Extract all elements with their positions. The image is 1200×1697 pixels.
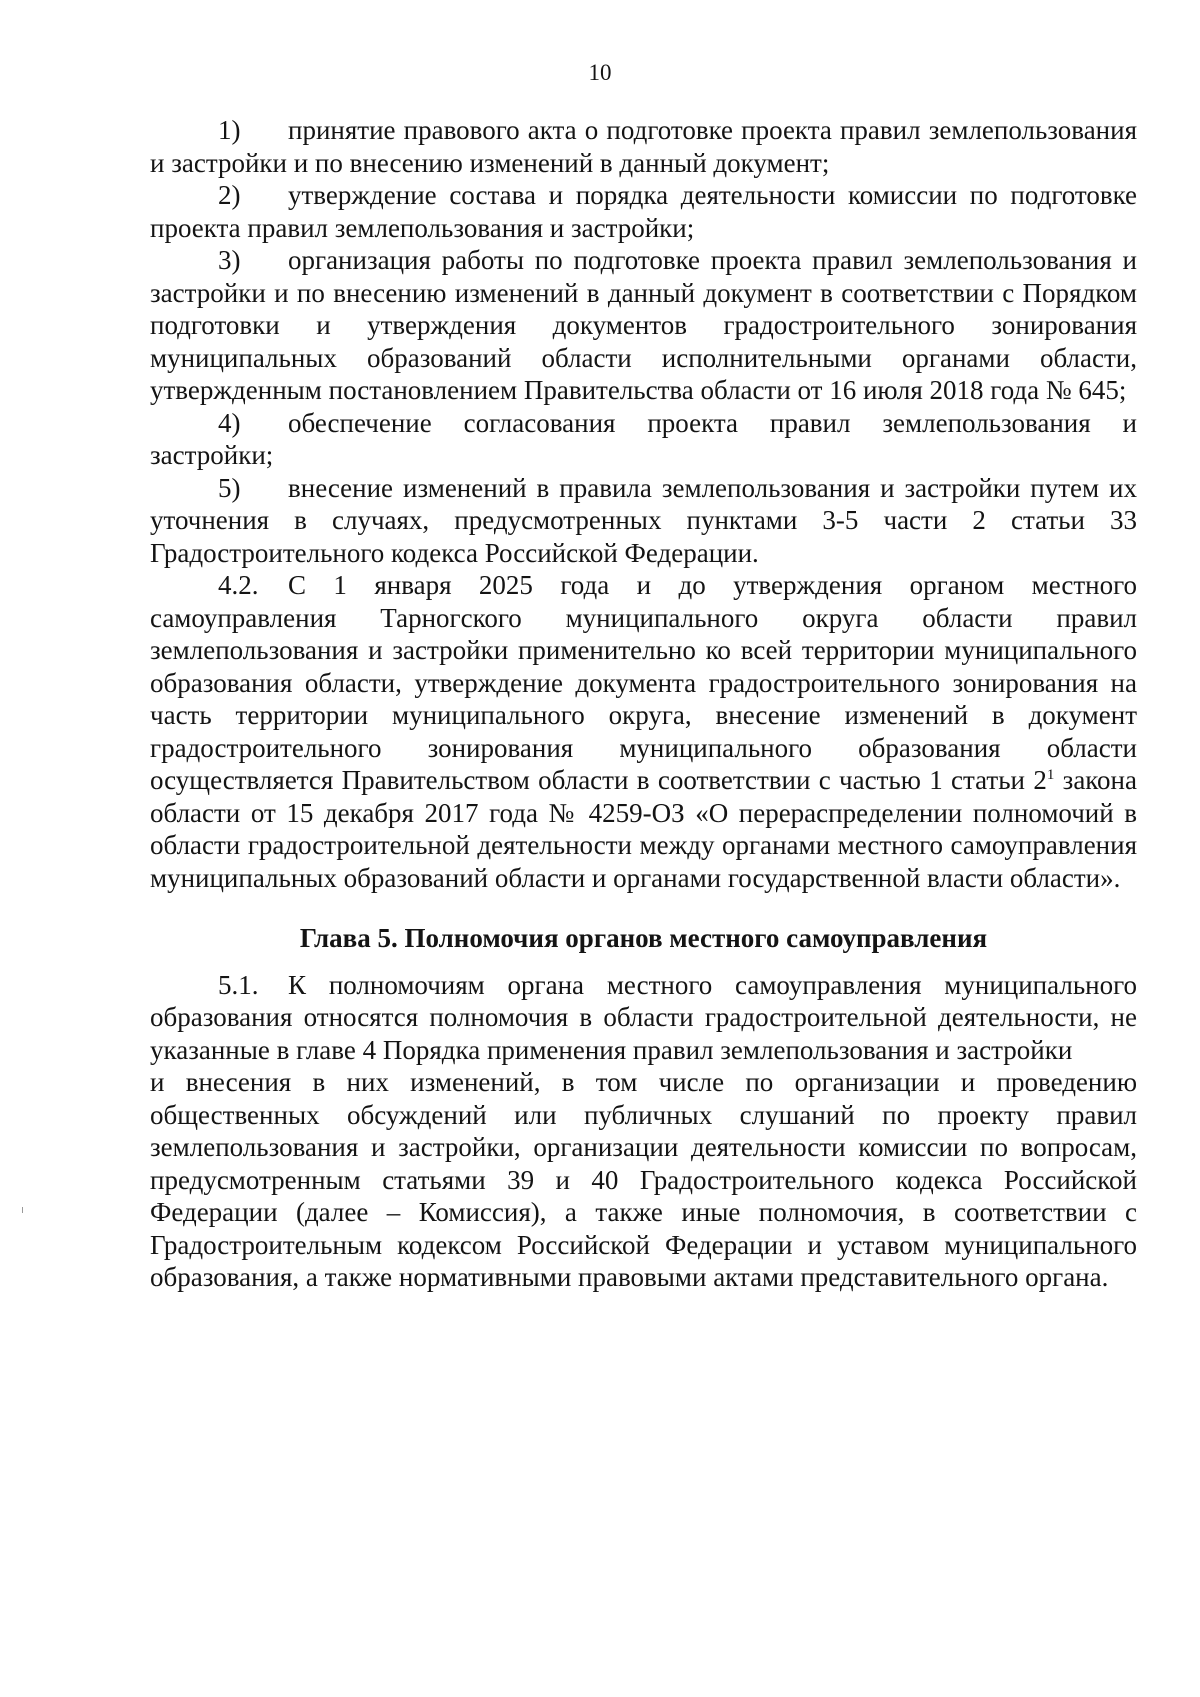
paragraph-5-1 xyxy=(150,969,1137,1067)
page-number: 10 xyxy=(588,60,612,85)
list-item-number: 4) xyxy=(218,407,241,438)
superscript: 1 xyxy=(1046,767,1055,783)
list-item-3 xyxy=(150,244,1137,407)
list-item-number: 2) xyxy=(218,180,241,210)
scan-artifact xyxy=(22,1207,23,1213)
paragraph-text: К полномочиям органа местного самоуправления муниципального образования относятся полномочия в области градостроительной деятельности, не указанные в главе 4 Порядка применения правил землепользования и застройки xyxy=(150,969,1137,1065)
list-item-text: внесение изменений в правила землепользования и застройки путем их уточнения в случаях, предусмотренных пунктами 3-5 части 2 статьи 33 Градостроительного кодекса Российской Федерации. xyxy=(150,472,1137,568)
list-item-number: 1) xyxy=(218,115,241,145)
paragraph-number: 5.1. xyxy=(218,969,259,1000)
list-item-number: 5) xyxy=(218,472,241,503)
paragraph-text-continued: закона области от 15 декабря 2017 года № 4259-ОЗ «О перераспределении полномочий в области градостроительной деятельности между органами местного самоуправления муниципальных образований области и органами государственной власти области». xyxy=(150,765,1137,893)
paragraph-4-2 xyxy=(150,569,1137,894)
list-item-4 xyxy=(150,407,1137,472)
list-item-1 xyxy=(150,114,1137,179)
list-item-number: 3) xyxy=(218,245,241,275)
list-item-text: принятие правового акта о подготовке проекта правил землепользования и застройки и по внесению изменений в данный документ; xyxy=(150,115,1137,178)
document-body xyxy=(150,114,1137,1294)
list-item-text: обеспечение согласования проекта правил землепользования и застройки; xyxy=(150,407,1137,470)
paragraph-text: С 1 января 2025 года и до утверждения органом местного самоуправления Тарногского муниципального округа области правил землепользования и застройки применительно ко всей территории муниципального образования области, утверждение документа градостроительного зонирования на часть территории муниципального округа, внесение изменений в документ градостроительного зонирования муниципального образования области осуществляется Правительством области в соответствии с частью 1 статьи 2 xyxy=(150,570,1137,795)
paragraph-number: 4.2. xyxy=(218,570,259,600)
list-item-2 xyxy=(150,179,1137,244)
chapter-heading: Глава 5. Полномочия органов местного самоуправления xyxy=(299,923,988,953)
list-item-text: организация работы по подготовке проекта правил землепользования и застройки и по внесению изменений в данный документ в соответствии с Порядком подготовки и утверждения документов градостроительного зонирования муниципальных образований области исполнительными органами области, утвержденным постановлением Правительства области от 16 июля 2018 года № 645; xyxy=(150,245,1137,405)
list-item-text: утверждение состава и порядка деятельности комиссии по подготовке проекта правил землепользования и застройки; xyxy=(150,180,1137,243)
list-item-5 xyxy=(150,472,1137,570)
paragraph-5-1-continued: и внесения в них изменений, в том числе по организации и проведению общественных обсуждений или публичных слушаний по проекту правил землепользования и застройки, организации деятельности комиссии по вопросам, предусмотренным статьями 39 и 40 Градостроительного кодекса Российской Федерации (далее – Комиссия), а также иные полномочия, в соответствии с Градостроительным кодексом Российской Федерации и уставом муниципального образования, а также нормативными правовыми актами представительного органа. xyxy=(150,1067,1137,1292)
